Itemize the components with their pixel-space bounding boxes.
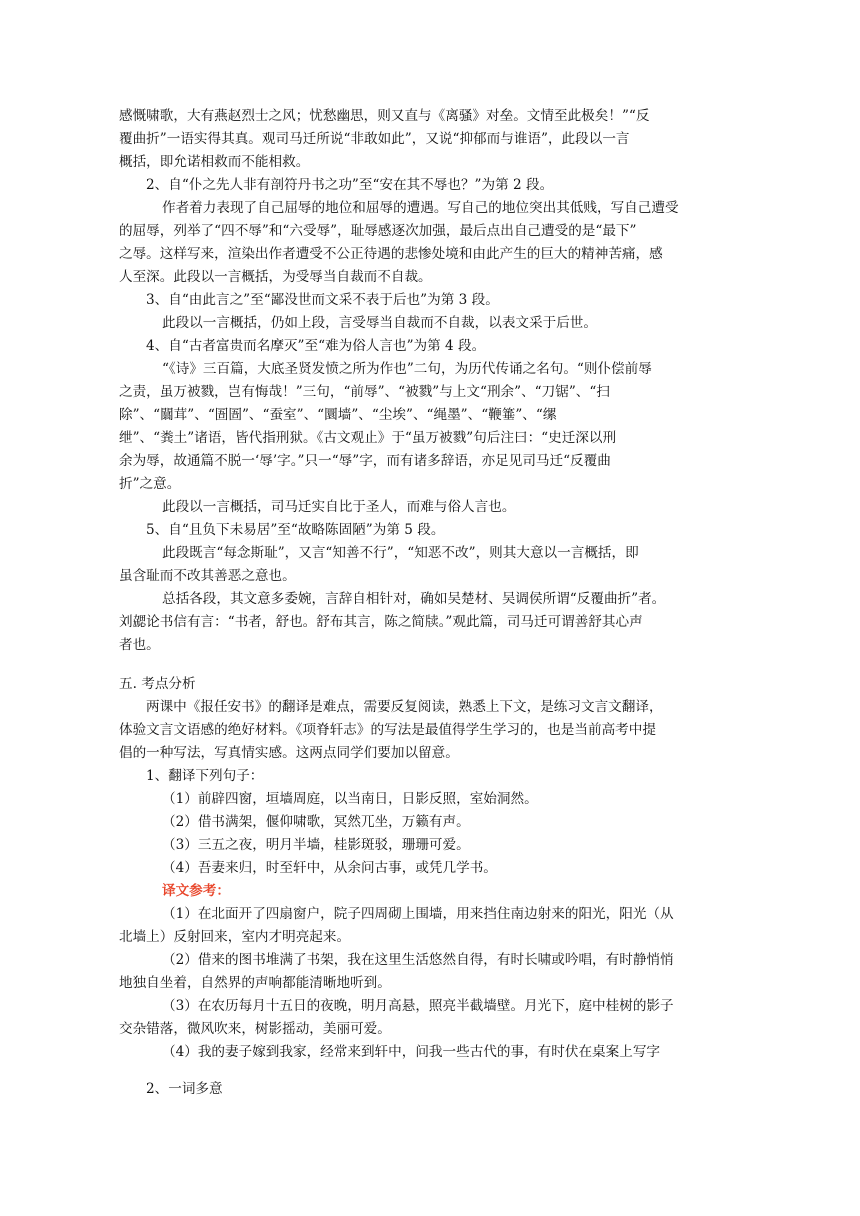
- answer-item: （2）借来的图书堆满了书架，我在这里生活悠然自得，有时长啸或吟唱，有时静悄悄: [162, 952, 674, 968]
- section-heading: 2、自“仆之先人非有剖符丹书之功”至“安在其不辱也？”为第 2 段。: [146, 177, 554, 193]
- text-line: 者也。: [119, 637, 160, 653]
- chapter-heading: 五. 考点分析: [119, 676, 196, 692]
- text-line: 覆曲折”一语实得其真。观司马迁所说“非敢如此”，又说“抑郁而与谁语”，此段以一言: [119, 131, 630, 147]
- text-line: 感慨啸歌，大有燕赵烈士之风；忧愁幽思，则又直与《离骚》对垒。文情至此极矣！”“反: [119, 108, 650, 124]
- text-line: 总括各段，其文意多委婉，言辞自相针对，确如吴楚材、吴调侯所谓“反覆曲折”者。: [162, 591, 666, 607]
- section-heading: 5、自“且负下未易居”至“故略陈固陋”为第 5 段。: [146, 522, 445, 538]
- exercise-item: （4）吾妻来归，时至轩中，从余问古事，或凭几学书。: [162, 860, 497, 876]
- text-line: 此段既言“每念斯耻”，又言“知善不行”，“知恶不改”，则其大意以一言概括，即: [162, 545, 639, 561]
- text-line: 概括，即允诺相救而不能相救。: [119, 154, 310, 170]
- answer-reference-label: 译文参考：: [162, 883, 230, 899]
- text-line: 的屈辱，列举了“四不辱”和“六受辱”，耻辱感逐次加强，最后点出自己遭受的是“最下”: [119, 223, 637, 239]
- section-heading: 3、自“由此言之”至“鄙没世而文采不表于后也”为第 3 段。: [146, 292, 499, 308]
- text-line: 之责，虽万被戮，岂有悔哉！”三句，“前辱”、“被戮”与上文“刑余”、“刀锯”、“扫: [119, 384, 610, 400]
- text-line: 作者着力表现了自己屈辱的地位和屈辱的遭遇。写自己的地位突出其低贱，写自己遭受: [162, 200, 679, 216]
- text-line: 交杂错落，微风吹来，树影摇动，美丽可爱。: [119, 1021, 391, 1037]
- section-heading: 1、翻译下列句子：: [146, 768, 264, 784]
- exercise-item: （2）借书满架，偃仰啸歌，冥然兀坐，万籁有声。: [162, 814, 470, 830]
- exercise-item: （1）前辟四窗，垣墙周庭，以当南日，日影反照，室始洞然。: [162, 791, 538, 807]
- section-heading: 2、一词多意: [146, 1081, 223, 1097]
- section-heading: 4、自“古者富贵而名摩灭”至“难为俗人言也”为第 4 段。: [146, 338, 486, 354]
- text-line: 折”之意。: [119, 476, 181, 492]
- text-line: 人至深。此段以一言概括，为受辱当自裁而不自裁。: [119, 269, 432, 285]
- answer-item: （3）在农历每月十五日的夜晚，明月高悬，照亮半截墙壁。月光下，庭中桂树的影子: [162, 998, 674, 1014]
- text-line: 余为辱，故通篇不脱一‘辱’字。”只一“辱”字，而有诸多辞语，亦足见司马迁“反覆曲: [119, 453, 611, 469]
- text-line: 此段以一言概括，仍如上段，言受辱当自裁而不自裁，以表文采于后世。: [162, 315, 597, 331]
- text-line: 体验文言文语感的绝好材料。《项脊轩志》的写法是最值得学生学习的，也是当前高考中提: [119, 722, 656, 738]
- answer-item: （1）在北面开了四扇窗户，院子四周砌上围墙，用来挡住南边射来的阳光，阳光（从: [162, 906, 674, 922]
- text-line: 绁”、“粪土”诸语，皆代指刑狱。《古文观止》于“虽万被戮”句后注曰：“史迁深以刑: [119, 430, 617, 446]
- text-line: 地独自坐着，自然界的声响都能清晰地听到。: [119, 975, 391, 991]
- exercise-item: （3）三五之夜，明月半墙，桂影斑驳，珊珊可爱。: [162, 837, 470, 853]
- text-line: 北墙上）反射回来，室内才明亮起来。: [119, 929, 351, 945]
- text-line: 两课中《报任安书》的翻译是难点，需要反复阅读，熟悉上下文，是练习文言文翻译，: [146, 699, 663, 715]
- text-line: 此段以一言概括，司马迁实自比于圣人，而难与俗人言也。: [162, 499, 516, 515]
- text-line: 之辱。这样写来，渲染出作者遭受不公正待遇的悲惨处境和由此产生的巨大的精神苦痛，感: [119, 246, 663, 262]
- text-line: 倡的一种写法，写真情实感。这两点同学们要加以留意。: [119, 745, 459, 761]
- text-line: “《诗》三百篇，大底圣贤发愤之所为作也”二句，为历代传诵之名句。“则仆偿前辱: [162, 361, 652, 377]
- answer-item: （4）我的妻子嫁到我家，经常来到轩中，问我一些古代的事，有时伏在桌案上写字: [162, 1044, 661, 1060]
- text-line: 除”、“闒茸”、“圄圄”、“蚕室”、“圜墙”、“尘埃”、“绳墨”、“鞭箠”、“缧: [119, 407, 557, 423]
- text-line: 刘勰论书信有言：“书者，舒也。舒布其言，陈之简牍。”观此篇，司马迁可谓善舒其心声: [119, 614, 643, 630]
- text-line: 虽含耻而不改其善恶之意也。: [119, 568, 296, 584]
